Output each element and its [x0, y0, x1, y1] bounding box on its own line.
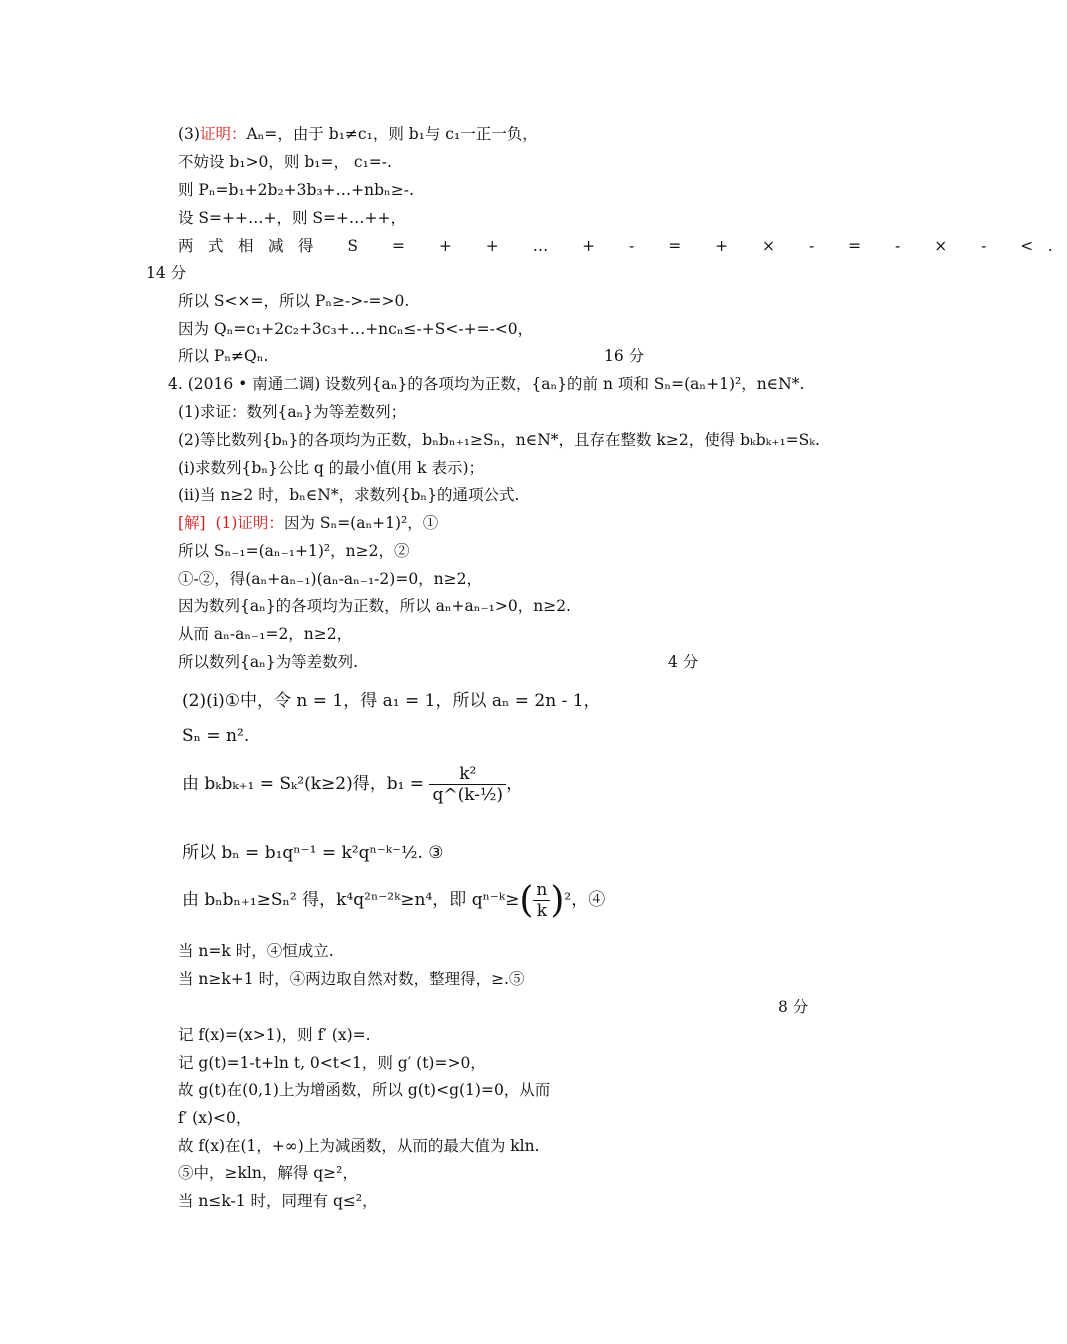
- part3-line8: 因为 Qₙ=c₁+2c₂+3c₃+…+ncₙ≤-+S<-+=-<0，: [178, 320, 534, 338]
- solution-line1: [解] (1)证明：因为 Sₙ=(aₙ+1)²，①: [178, 514, 439, 532]
- text-line1: 当 n=k 时，④恒成立.: [178, 942, 334, 960]
- score-8: 8 分: [778, 998, 809, 1016]
- solution-line5: 从而 aₙ-aₙ₋₁=2，n≥2，: [178, 625, 353, 643]
- part3-score-14: 14 分: [146, 264, 187, 282]
- part3-line4: 设 S=++…+，则 S=+…++，: [178, 209, 406, 227]
- score-16: 16 分: [604, 347, 645, 365]
- math-line2: Sₙ = n².: [182, 726, 250, 746]
- text-line2: 当 n≥k+1 时，④两边取自然对数，整理得，≥.⑤: [178, 970, 525, 988]
- solution-line2: 所以 Sₙ₋₁=(aₙ₋₁+1)²，n≥2，②: [178, 542, 410, 560]
- solution-line3: ①-②，得(aₙ+aₙ₋₁)(aₙ-aₙ₋₁-2)=0，n≥2，: [178, 570, 483, 588]
- text-line5: 故 g(t)在(0,1)上为增函数，所以 g(t)<g(1)=0，从而: [178, 1081, 551, 1099]
- part3-line3: 则 Pₙ=b₁+2b₂+3b₃+…+nbₙ≥-.: [178, 181, 414, 199]
- solution-proof-label: (1)证明：: [215, 514, 284, 532]
- math-line5: 由 bₙbₙ₊₁≥Sₙ² 得，k⁴q²ⁿ⁻²ᵏ≥n⁴，即 qⁿ⁻ᵏ≥( $\frac{n}{k}$ )²，④: [182, 880, 606, 921]
- part3-line7: 所以 S<×=，所以 Pₙ≥->-=>0.: [178, 292, 410, 310]
- text-line9: 当 n≤k-1 时，同理有 q≤²，: [178, 1192, 378, 1210]
- problem4-q2i: (ⅰ)求数列{bₙ}公比 q 的最小值(用 k 表示)；: [178, 459, 485, 477]
- part3-line5: 两式相减得 S = + + … + - = + × - = - × - <.: [178, 237, 1067, 255]
- part3-line9: 所以 Pₙ≠Qₙ.: [178, 347, 269, 365]
- problem4-q1: (1)求证：数列{aₙ}为等差数列；: [178, 403, 407, 421]
- fraction-b1: $\frac{\text{k²}}{\text{q\textasciicircum{}(k-½)}}$: [429, 764, 506, 805]
- math-line4: 所以 bₙ = b₁qⁿ⁻¹ = k²qⁿ⁻ᵏ⁻½. ③: [182, 843, 444, 863]
- text-line6: f′ (x)<0，: [178, 1109, 252, 1127]
- solution-tag: [解]: [178, 514, 206, 532]
- problem4-stem: 4. (2016 • 南通二调) 设数列{aₙ}的各项均为正数，{aₙ}的前 n 项和 Sₙ=(aₙ+1)²，n∈N*.: [168, 375, 805, 393]
- math-line1: (2)(ⅰ)①中，令 n = 1，得 a₁ = 1，所以 aₙ = 2n - 1，: [182, 691, 601, 711]
- fraction-n-over-k: $\frac{n}{k}$: [533, 880, 550, 921]
- text-line4: 记 g(t)=1-t+ln t, 0<t<1，则 g′ (t)=>0，: [178, 1054, 486, 1072]
- part3-line1: (3)证明：Aₙ=，由于 b₁≠c₁，则 b₁与 c₁一正一负，: [178, 125, 538, 143]
- part3-line2: 不妨设 b₁>0，则 b₁=， c₁=-.: [178, 153, 392, 171]
- problem4-q2: (2)等比数列{bₙ}的各项均为正数，bₙbₙ₊₁≥Sₙ，n∈N*，且存在整数 k≥2，使得 bₖbₖ₊₁=Sₖ.: [178, 431, 820, 449]
- solution-line4: 因为数列{aₙ}的各项均为正数，所以 aₙ+aₙ₋₁>0，n≥2.: [178, 597, 571, 615]
- score-4: 4 分: [668, 653, 699, 671]
- problem4-q2ii: (ⅱ)当 n≥2 时，bₙ∈N*，求数列{bₙ}的通项公式.: [178, 486, 520, 504]
- text-line7: 故 f(x)在(1，+∞)上为减函数，从而的最大值为 kln.: [178, 1137, 540, 1155]
- proof-label: 证明：: [199, 125, 247, 143]
- text-line3: 记 f(x)=(x>1)，则 f′ (x)=.: [178, 1026, 371, 1044]
- math-line3: 由 bₖbₖ₊₁ = Sₖ²(k≥2)得，b₁ = $\frac{\text{k²}}{\text{q\textasciicircum{}(k-½)}}$ ，: [182, 764, 524, 805]
- solution-line6: 所以数列{aₙ}为等差数列.: [178, 653, 359, 671]
- text-line8: ⑤中，≥kln，解得 q≥²，: [178, 1164, 358, 1182]
